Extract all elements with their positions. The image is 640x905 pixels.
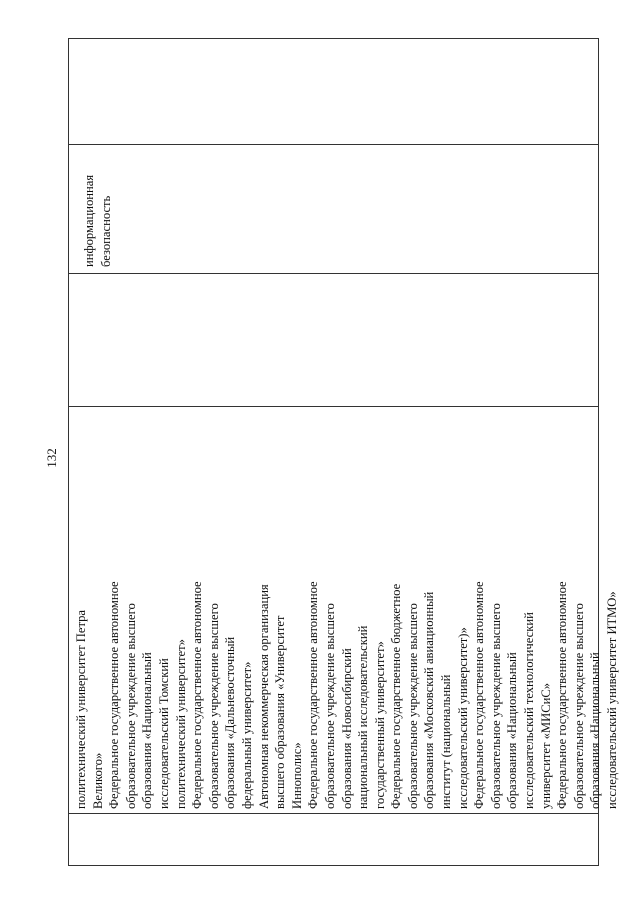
org-line: политехнический университет»	[173, 639, 188, 809]
org-line: исследовательский университет ИТМО»	[605, 591, 619, 809]
specialty-line: безопасность	[98, 195, 113, 267]
specialty-cell	[69, 145, 598, 273]
org-line: образовательное учреждение высшего	[206, 603, 221, 809]
organizations-cell	[69, 407, 619, 813]
specialty-text	[81, 147, 114, 267]
org-line: Федеральное государственное бюджетное	[389, 583, 404, 809]
org-line: образования «Дальневосточный	[223, 636, 238, 809]
org-line: Федеральное государственное автономное	[306, 581, 321, 809]
org-line: образования «Национальный	[505, 652, 520, 809]
organizations-text	[73, 409, 621, 809]
org-line: исследовательский технологический	[522, 612, 537, 809]
org-line: образовательное учреждение высшего	[405, 603, 420, 809]
org-line: образования «Национальный	[140, 652, 155, 809]
org-line: образования «Национальный	[588, 652, 603, 809]
org-line: Великого»	[90, 752, 105, 809]
org-line: институт (национальный	[439, 674, 454, 809]
specialty-line: информационная	[82, 174, 96, 267]
org-line: образования «Московский авиационный	[422, 591, 437, 809]
org-line: Федеральное государственное автономное	[472, 581, 487, 809]
org-line: образовательное учреждение высшего	[322, 603, 337, 809]
org-line: федеральный университет»	[239, 661, 254, 809]
org-line: образовательное учреждение высшего	[488, 603, 503, 809]
org-line: образования «Новосибирский	[339, 648, 354, 809]
org-line: исследовательский университет)»	[455, 627, 470, 809]
org-line: Федеральное государственное автономное	[190, 581, 205, 809]
org-line: Федеральное государственное автономное	[107, 581, 122, 809]
org-line: высшего образования «Университет	[273, 615, 288, 809]
table-line-row-2	[68, 273, 599, 274]
org-line: Иннополис»	[289, 742, 304, 809]
org-line: исследовательский Томский	[156, 658, 171, 809]
org-line: Федеральное государственное автономное	[555, 581, 570, 809]
org-line: национальный исследовательский	[356, 625, 371, 809]
table-line-bottom	[68, 865, 599, 866]
org-line: государственный университет»	[372, 641, 387, 809]
org-line: политехнический университет Петра	[74, 609, 88, 809]
table-line-top	[68, 38, 599, 39]
org-line: университет «МИСиС»	[538, 682, 553, 809]
table-line-row-4	[68, 813, 599, 814]
page-number	[38, 442, 66, 472]
org-line: образовательное учреждение высшего	[571, 603, 586, 809]
page-number-text: 132	[44, 448, 59, 468]
org-line: образовательное учреждение высшего	[123, 603, 138, 809]
org-line: Автономная некоммерческая организация	[256, 584, 271, 809]
